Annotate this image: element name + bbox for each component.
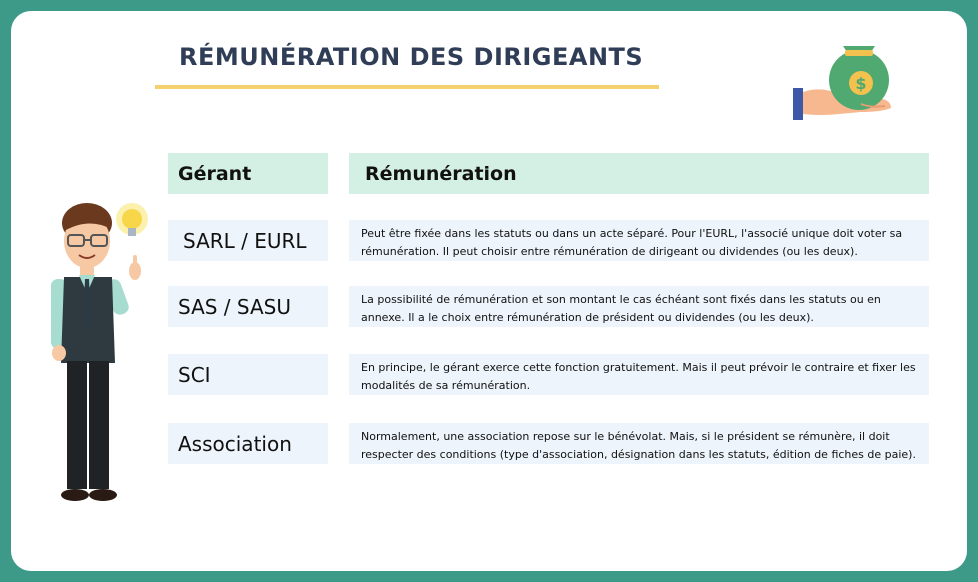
row-label-association: Association xyxy=(168,423,328,464)
row-text-sas: La possibilité de rémunération et son montant le cas échéant sont fixés dans les statuts ou en annexe. Il a le choix entre rémunération de président ou dividendes (ou les deux). xyxy=(349,286,929,327)
row-label-sas: SAS / SASU xyxy=(168,286,328,327)
lightbulb-icon xyxy=(116,203,148,236)
title-underline xyxy=(155,85,659,89)
page-title: RÉMUNÉRATION DES DIRIGEANTS xyxy=(179,43,644,71)
row-label-sarl: SARL / EURL xyxy=(168,220,328,261)
header-gerant: Gérant xyxy=(168,153,328,194)
row-label-sci: SCI xyxy=(168,354,328,395)
money-bag-hand-icon xyxy=(781,28,896,120)
row-text-sarl: Peut être fixée dans les statuts ou dans un acte séparé. Pour l'EURL, l'associé unique doit voter sa rémunération. Il peut choisir entre rémunération de dirigeant ou dividendes (ou les deux). xyxy=(349,220,929,261)
businessman-illustration xyxy=(39,193,149,505)
infographic-card xyxy=(11,11,967,571)
row-text-sci: En principe, le gérant exerce cette fonction gratuitement. Mais il peut prévoir le contraire et fixer les modalités de sa rémunération. xyxy=(349,354,929,395)
header-remuneration: Rémunération xyxy=(349,153,929,194)
dollar-sign-text: $ xyxy=(855,74,867,93)
row-text-association: Normalement, une association repose sur le bénévolat. Mais, si le président se rémunère, il doit respecter des conditions (type d'association, désignation dans les statuts, édition de fiches de paie). xyxy=(349,423,929,464)
